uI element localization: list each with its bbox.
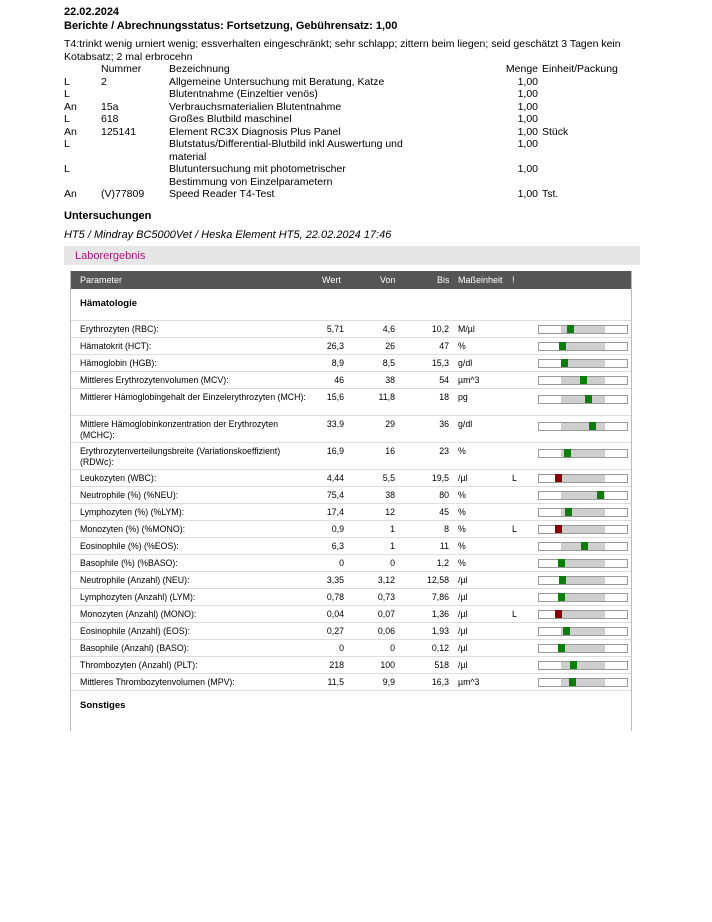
lab-bis: 54 bbox=[439, 375, 449, 385]
lab-wert: 0 bbox=[339, 558, 344, 568]
service-row bbox=[64, 88, 618, 101]
lab-row bbox=[71, 442, 631, 470]
lab-einheit: /µl bbox=[458, 626, 468, 636]
lab-bis: 0,12 bbox=[431, 643, 449, 653]
clinical-note: T4:trinkt wenig urniert wenig; essverhalten eingeschränkt; sehr schlapp; zittern beim liegen; seid geschätzt 3 Tagen kein Kotabsatz; 2 mal erbrocehn bbox=[64, 38, 621, 63]
lab-bis: 518 bbox=[434, 660, 449, 670]
service-typ: L bbox=[64, 88, 70, 100]
range-bar bbox=[538, 491, 628, 500]
service-row bbox=[64, 126, 618, 139]
value-marker bbox=[558, 559, 565, 567]
lab-table-header bbox=[71, 271, 631, 289]
lab-von: 100 bbox=[380, 660, 395, 670]
service-typ: L bbox=[64, 138, 70, 150]
service-einheit bbox=[538, 138, 618, 163]
col-einheit: Maßeinheit bbox=[458, 275, 503, 285]
lab-wert: 16,9 bbox=[326, 446, 344, 456]
lab-bis: 16,3 bbox=[431, 677, 449, 687]
service-row bbox=[64, 188, 618, 201]
lab-row bbox=[71, 622, 631, 640]
lab-parameter: Mittlere Hämoglobinkonzentration der Erythrozyten (MCHC): bbox=[80, 419, 279, 440]
value-marker bbox=[569, 678, 576, 686]
lab-wert: 17,4 bbox=[326, 507, 344, 517]
lab-parameter: Mittleres Thrombozytenvolumen (MPV): bbox=[80, 677, 235, 687]
lab-bis: 1,93 bbox=[431, 626, 449, 636]
range-bar bbox=[538, 542, 628, 551]
service-nummer: 15a bbox=[101, 100, 119, 113]
lab-einheit: µm^3 bbox=[458, 677, 480, 687]
value-marker bbox=[563, 627, 570, 635]
col-wert: Wert bbox=[322, 275, 341, 285]
reference-range bbox=[561, 594, 605, 601]
value-marker bbox=[565, 508, 572, 516]
lab-parameter: Lymphozyten (%) (%LYM): bbox=[80, 507, 185, 517]
lab-von: 3,12 bbox=[377, 575, 395, 585]
service-typ: L bbox=[64, 113, 70, 125]
header-bezeichnung: Bezeichnung bbox=[169, 63, 230, 75]
lab-parameter: Leukozyten (WBC): bbox=[80, 473, 157, 483]
lab-von: 11,8 bbox=[378, 392, 395, 402]
col-flag: ! bbox=[512, 275, 515, 285]
lab-bis: 36 bbox=[439, 419, 449, 429]
reference-range bbox=[561, 645, 605, 652]
range-bar bbox=[538, 449, 628, 458]
lab-von: 4,6 bbox=[382, 324, 395, 334]
untersuchungen-subtitle: HT5 / Mindray BC5000Vet / Heska Element HT5, 22.02.2024 17:46 bbox=[64, 229, 392, 241]
value-marker bbox=[585, 395, 592, 403]
value-marker bbox=[558, 644, 565, 652]
lab-wert: 33,9 bbox=[326, 419, 344, 429]
range-bar bbox=[538, 474, 628, 483]
service-row bbox=[64, 76, 618, 89]
lab-parameter: Mittlerer Hämoglobingehalt der Einzelerythrozyten (MCH): bbox=[80, 392, 306, 402]
report-date: 22.02.2024 bbox=[64, 6, 120, 18]
service-typ: An bbox=[64, 125, 77, 138]
lab-von: 16 bbox=[385, 446, 395, 456]
lab-von: 1 bbox=[390, 524, 395, 534]
lab-einheit: M/µl bbox=[458, 324, 475, 334]
lab-row bbox=[71, 388, 631, 416]
service-nummer: 125141 bbox=[101, 125, 137, 138]
header-typ bbox=[64, 63, 101, 76]
reference-range bbox=[561, 662, 605, 669]
service-nummer: (V)77809 bbox=[101, 188, 145, 200]
lab-parameter: Hämoglobin (HGB): bbox=[80, 358, 157, 368]
low-value-marker bbox=[555, 474, 562, 482]
service-row bbox=[64, 138, 618, 163]
range-bar bbox=[538, 593, 628, 602]
service-menge: 1,00 bbox=[517, 163, 538, 175]
lab-wert: 218 bbox=[329, 660, 344, 670]
service-bezeichnung: Blutuntersuchung mit photometrischer Bestimmung von Einzelparametern bbox=[169, 163, 346, 188]
reference-range bbox=[561, 679, 605, 686]
lab-wert: 75,4 bbox=[326, 490, 344, 500]
lab-row bbox=[71, 503, 631, 521]
lab-wert: 26,3 bbox=[326, 341, 344, 351]
lab-parameter: Erythrozytenverteilungsbreite (Variationskoeffizient) (RDWc): bbox=[80, 446, 281, 467]
range-bar bbox=[538, 359, 628, 368]
service-menge: 1,00 bbox=[517, 125, 538, 138]
lab-parameter: Eosinophile (Anzahl) (EOS): bbox=[80, 626, 191, 636]
service-einheit bbox=[538, 163, 618, 188]
value-marker bbox=[564, 449, 571, 457]
lab-parameter: Neutrophile (Anzahl) (NEU): bbox=[80, 575, 190, 585]
service-typ: An bbox=[64, 100, 77, 113]
lab-einheit: /µl bbox=[458, 609, 468, 619]
lab-von: 9,9 bbox=[382, 677, 395, 687]
lab-row bbox=[71, 588, 631, 606]
value-marker bbox=[581, 542, 588, 550]
lab-einheit: % bbox=[458, 507, 466, 517]
range-bar bbox=[538, 325, 628, 334]
lab-bis: 1,2 bbox=[436, 558, 449, 568]
lab-parameter: Hämatokrit (HCT): bbox=[80, 341, 152, 351]
col-von: Von bbox=[380, 275, 396, 285]
service-einheit bbox=[538, 76, 618, 89]
lab-row bbox=[71, 486, 631, 504]
lab-einheit: % bbox=[458, 341, 466, 351]
service-typ: L bbox=[64, 75, 70, 88]
untersuchungen-title: Untersuchungen bbox=[64, 210, 152, 222]
value-marker bbox=[559, 576, 566, 584]
lab-row bbox=[71, 571, 631, 589]
divider bbox=[71, 690, 631, 691]
lab-wert: 3,35 bbox=[326, 575, 344, 585]
lab-bis: 15,3 bbox=[431, 358, 449, 368]
lab-parameter: Basophile (Anzahl) (BASO): bbox=[80, 643, 190, 653]
service-menge: 1,00 bbox=[517, 138, 538, 150]
lab-result-bar bbox=[64, 246, 640, 265]
reference-range bbox=[561, 423, 605, 430]
range-bar bbox=[538, 342, 628, 351]
lab-einheit: g/dl bbox=[458, 419, 473, 429]
lab-parameter: Monozyten (Anzahl) (MONO): bbox=[80, 609, 197, 619]
lab-row bbox=[71, 337, 631, 355]
lab-bis: 7,86 bbox=[431, 592, 449, 602]
lab-von: 0 bbox=[390, 643, 395, 653]
lab-wert: 11,5 bbox=[327, 677, 344, 687]
lab-wert: 6,3 bbox=[331, 541, 344, 551]
service-typ: L bbox=[64, 163, 70, 175]
lab-row bbox=[71, 656, 631, 674]
lab-von: 1 bbox=[390, 541, 395, 551]
lab-flag: L bbox=[512, 473, 517, 483]
lab-row bbox=[71, 520, 631, 538]
low-value-marker bbox=[555, 525, 562, 533]
service-menge: 1,00 bbox=[517, 113, 538, 125]
lab-von: 38 bbox=[385, 375, 395, 385]
service-bezeichnung: Allgemeine Untersuchung mit Beratung, Katze bbox=[169, 75, 385, 88]
lab-row bbox=[71, 415, 631, 443]
services-table bbox=[64, 63, 618, 201]
lab-bis: 23 bbox=[439, 446, 449, 456]
lab-einheit: /µl bbox=[458, 643, 468, 653]
range-bar bbox=[538, 661, 628, 670]
service-einheit bbox=[538, 88, 618, 101]
section-sonstiges: Sonstiges bbox=[80, 700, 126, 711]
service-bezeichnung: Großes Blutbild maschinel bbox=[169, 113, 292, 125]
lab-von: 5,5 bbox=[382, 473, 395, 483]
value-marker bbox=[570, 661, 577, 669]
service-menge: 1,00 bbox=[517, 75, 538, 88]
lab-results-frame bbox=[70, 271, 632, 731]
lab-einheit: /µl bbox=[458, 660, 468, 670]
range-bar bbox=[538, 678, 628, 687]
range-bar bbox=[538, 644, 628, 653]
range-bar bbox=[538, 395, 628, 404]
lab-einheit: % bbox=[458, 490, 466, 500]
lab-parameter: Basophile (%) (%BASO): bbox=[80, 558, 178, 568]
lab-bis: 10,2 bbox=[431, 324, 449, 334]
lab-parameter: Lymphozyten (Anzahl) (LYM): bbox=[80, 592, 196, 602]
service-einheit: Tst. bbox=[542, 188, 559, 200]
lab-von: 0,06 bbox=[377, 626, 395, 636]
lab-row bbox=[71, 673, 631, 691]
lab-row bbox=[71, 371, 631, 389]
lab-bis: 45 bbox=[439, 507, 449, 517]
lab-bis: 80 bbox=[439, 490, 449, 500]
lab-bis: 11 bbox=[439, 541, 449, 551]
service-typ: An bbox=[64, 188, 77, 200]
service-bezeichnung: Element RC3X Diagnosis Plus Panel bbox=[169, 125, 341, 138]
lab-bis: 1,36 bbox=[431, 609, 449, 619]
value-marker bbox=[580, 376, 587, 384]
lab-bis: 18 bbox=[439, 392, 449, 402]
service-einheit: Stück bbox=[542, 125, 569, 138]
lab-wert: 0,27 bbox=[326, 626, 344, 636]
service-row bbox=[64, 113, 618, 126]
lab-parameter: Neutrophile (%) (%NEU): bbox=[80, 490, 179, 500]
reference-range bbox=[561, 343, 605, 350]
lab-einheit: /µl bbox=[458, 575, 468, 585]
header-nummer: Nummer bbox=[101, 63, 142, 75]
services-header-row bbox=[64, 63, 618, 76]
lab-flag: L bbox=[512, 609, 517, 619]
lab-einheit: % bbox=[458, 446, 466, 456]
value-marker bbox=[589, 422, 596, 430]
lab-wert: 0,04 bbox=[326, 609, 344, 619]
range-bar bbox=[538, 525, 628, 534]
lab-wert: 5,71 bbox=[326, 324, 344, 334]
service-menge: 1,00 bbox=[517, 88, 538, 100]
service-einheit bbox=[538, 101, 618, 114]
service-menge: 1,00 bbox=[517, 188, 538, 200]
lab-row bbox=[71, 320, 631, 338]
service-row bbox=[64, 163, 618, 188]
range-bar bbox=[538, 422, 628, 431]
lab-von: 0 bbox=[390, 558, 395, 568]
billing-status: Berichte / Abrechnungsstatus: Fortsetzung, Gebührensatz: 1,00 bbox=[64, 20, 398, 32]
range-bar bbox=[538, 610, 628, 619]
lab-wert: 4,44 bbox=[326, 473, 344, 483]
lab-wert: 15,6 bbox=[326, 392, 344, 402]
lab-flag: L bbox=[512, 524, 517, 534]
service-bezeichnung: Blutentnahme (Einzeltier venös) bbox=[169, 88, 318, 100]
lab-parameter: Eosinophile (%) (%EOS): bbox=[80, 541, 179, 551]
lab-wert: 0 bbox=[339, 643, 344, 653]
reference-range bbox=[561, 475, 605, 482]
lab-einheit: pg bbox=[458, 392, 468, 402]
range-bar bbox=[538, 376, 628, 385]
range-bar bbox=[538, 576, 628, 585]
reference-range bbox=[561, 396, 605, 403]
reference-range bbox=[561, 560, 605, 567]
section-haematologie: Hämatologie bbox=[80, 298, 138, 309]
service-nummer bbox=[101, 138, 169, 163]
service-nummer bbox=[101, 163, 169, 188]
lab-bis: 12,58 bbox=[426, 575, 449, 585]
lab-row bbox=[71, 605, 631, 623]
lab-row bbox=[71, 354, 631, 372]
header-menge: Menge bbox=[505, 63, 538, 75]
value-marker bbox=[559, 342, 566, 350]
lab-einheit: % bbox=[458, 558, 466, 568]
value-marker bbox=[567, 325, 574, 333]
lab-einheit: g/dl bbox=[458, 358, 473, 368]
service-bezeichnung: Verbrauchsmaterialien Blutentnahme bbox=[169, 100, 342, 113]
lab-einheit: % bbox=[458, 524, 466, 534]
reference-range bbox=[561, 611, 605, 618]
service-nummer: 618 bbox=[101, 113, 119, 125]
lab-einheit: /µl bbox=[458, 592, 468, 602]
lab-einheit: µm^3 bbox=[458, 375, 480, 385]
lab-row bbox=[71, 537, 631, 555]
lab-row bbox=[71, 469, 631, 487]
lab-parameter: Monozyten (%) (%MONO): bbox=[80, 524, 186, 534]
lab-von: 29 bbox=[385, 419, 395, 429]
lab-wert: 8,9 bbox=[331, 358, 344, 368]
header-einheit: Einheit/Packung bbox=[542, 63, 618, 75]
service-nummer: 2 bbox=[101, 75, 107, 88]
col-bis: Bis bbox=[437, 275, 450, 285]
lab-wert: 46 bbox=[334, 375, 344, 385]
service-bezeichnung: Speed Reader T4-Test bbox=[169, 188, 275, 200]
lab-einheit: % bbox=[458, 541, 466, 551]
service-nummer bbox=[101, 88, 169, 101]
service-row bbox=[64, 101, 618, 114]
lab-row bbox=[71, 554, 631, 572]
lab-wert: 0,78 bbox=[326, 592, 344, 602]
lab-von: 8,5 bbox=[382, 358, 395, 368]
lab-result-title: Laborergebnis bbox=[75, 250, 146, 262]
reference-range bbox=[561, 526, 605, 533]
value-marker bbox=[561, 359, 568, 367]
value-marker bbox=[558, 593, 565, 601]
lab-einheit: /µl bbox=[458, 473, 468, 483]
lab-von: 12 bbox=[385, 507, 395, 517]
service-einheit bbox=[538, 113, 618, 126]
low-value-marker bbox=[555, 610, 562, 618]
col-parameter: Parameter bbox=[80, 275, 123, 285]
lab-parameter: Thrombozyten (Anzahl) (PLT): bbox=[80, 660, 198, 670]
lab-von: 0,07 bbox=[377, 609, 395, 619]
service-bezeichnung: Blutstatus/Differential-Blutbild inkl Auswertung und material bbox=[169, 138, 403, 163]
lab-row bbox=[71, 639, 631, 657]
range-bar bbox=[538, 508, 628, 517]
lab-wert: 0,9 bbox=[331, 524, 344, 534]
lab-von: 26 bbox=[385, 341, 395, 351]
lab-bis: 47 bbox=[439, 341, 449, 351]
lab-von: 38 bbox=[385, 490, 395, 500]
lab-von: 0,73 bbox=[377, 592, 395, 602]
range-bar bbox=[538, 559, 628, 568]
value-marker bbox=[597, 491, 604, 499]
lab-bis: 8 bbox=[444, 524, 449, 534]
lab-bis: 19,5 bbox=[431, 473, 449, 483]
range-bar bbox=[538, 627, 628, 636]
lab-parameter: Mittleres Erythrozytenvolumen (MCV): bbox=[80, 375, 229, 385]
reference-range bbox=[561, 577, 605, 584]
service-menge: 1,00 bbox=[517, 100, 538, 113]
lab-parameter: Erythrozyten (RBC): bbox=[80, 324, 159, 334]
